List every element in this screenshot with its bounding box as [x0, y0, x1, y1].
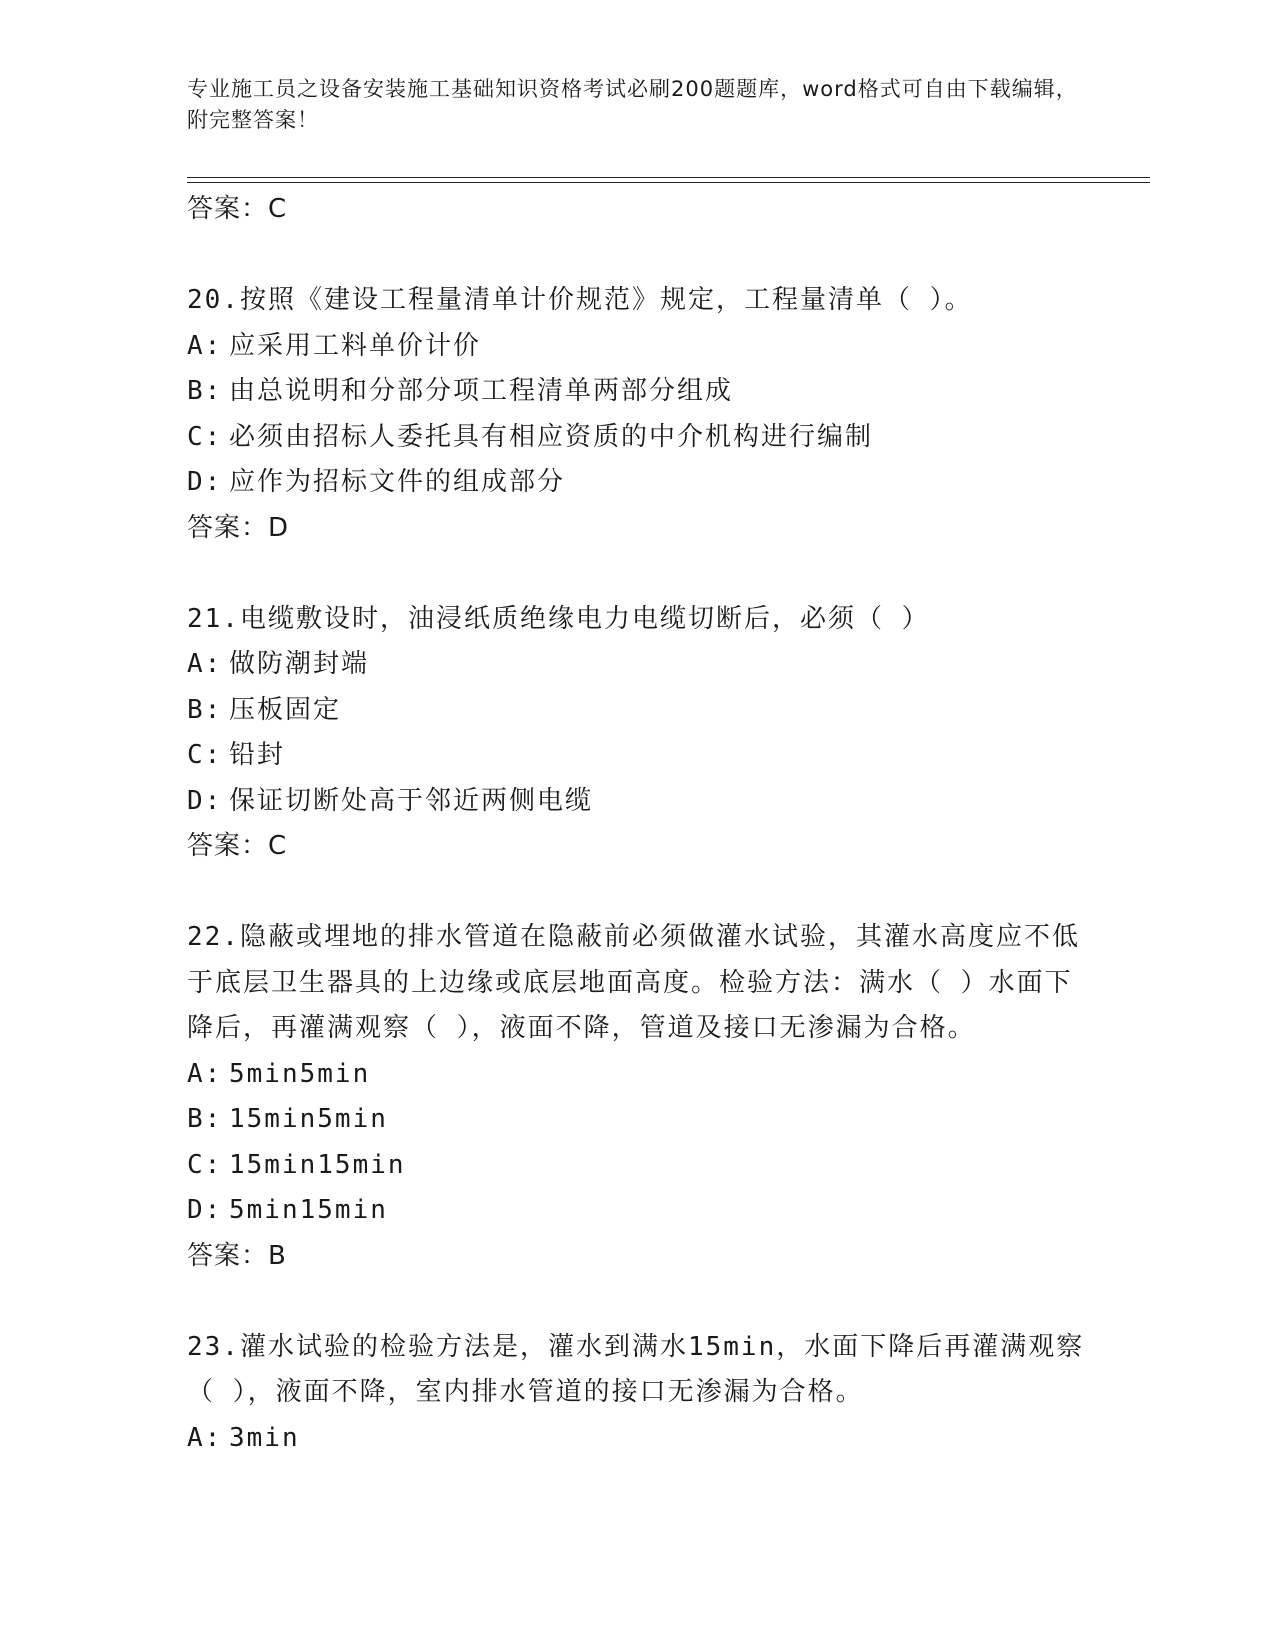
option-key: A: [187, 1422, 223, 1453]
option-text: 铅封 [229, 740, 286, 770]
question-stem: 20.按照《建设工程量清单计价规范》规定，工程量清单（ ）。 [187, 285, 973, 315]
option-d [187, 1188, 1087, 1234]
option-d [187, 460, 1087, 506]
answer-line: 答案：B [187, 1240, 287, 1271]
option-key: C: [187, 421, 223, 452]
option-text: 3min [229, 1422, 300, 1453]
option-key: B: [187, 694, 223, 725]
option-key: D: [187, 785, 223, 816]
option-key: A: [187, 649, 223, 679]
option-text: 5min15min [229, 1195, 388, 1225]
option-c [187, 733, 1087, 779]
option-a [187, 324, 1087, 370]
option-c [187, 1143, 1087, 1189]
option-text: 必须由招标人委托具有相应资质的中介机构进行编制 [229, 421, 874, 452]
option-b [187, 1097, 1087, 1143]
option-text: 由总说明和分部分项工程清单两部分组成 [229, 376, 734, 406]
option-a [187, 642, 1087, 688]
option-key: B: [187, 376, 223, 406]
option-b [187, 369, 1087, 415]
option-text: 压板固定 [229, 694, 342, 725]
option-a [187, 1052, 1087, 1098]
question-21 [187, 597, 1087, 870]
option-key: A: [187, 330, 223, 361]
option-key: C: [187, 740, 223, 770]
option-text: 应作为招标文件的组成部分 [229, 467, 566, 497]
question-20 [187, 278, 1087, 551]
header-rule-second [187, 182, 1150, 183]
option-c [187, 415, 1087, 461]
option-d [187, 779, 1087, 825]
option-text: 15min5min [229, 1104, 388, 1134]
header-rule [187, 177, 1150, 178]
option-key: D: [187, 467, 223, 497]
question-23 [187, 1325, 1087, 1462]
option-a [187, 1416, 1087, 1462]
question-stem: 22.隐蔽或埋地的排水管道在隐蔽前必须做灌水试验，其灌水高度应不低于底层卫生器具的上边缘或底层地面高度。检验方法：满水（ ）水面下降后，再灌满观察（ ），液面不降，管道及接口无渗漏为合格。 [187, 922, 1080, 1043]
answer-line: 答案：D [187, 512, 290, 543]
question-22 [187, 915, 1087, 1279]
option-key: A: [187, 1058, 223, 1089]
option-key: B: [187, 1104, 223, 1134]
answer-line: 答案：C [187, 194, 288, 224]
option-key: C: [187, 1149, 223, 1180]
option-text: 做防潮封端 [229, 649, 370, 679]
question-stem: 23.灌水试验的检验方法是，灌水到满水15min，水面下降后再灌满观察（ ），液面不降，室内排水管道的接口无渗漏为合格。 [187, 1331, 1085, 1407]
option-text: 应采用工料单价计价 [229, 330, 482, 361]
option-text: 5min5min [229, 1058, 371, 1089]
question-stem: 21.电缆敷设时，油浸纸质绝缘电力电缆切断后，必须（ ） [187, 603, 930, 634]
option-text: 保证切断处高于邻近两侧电缆 [229, 785, 594, 816]
option-b [187, 688, 1087, 734]
page-header: 专业施工员之设备安装施工基础知识资格考试必刷200题题库，word格式可自由下载编辑，附完整答案！ [187, 77, 1078, 132]
option-key: D: [187, 1195, 223, 1225]
answer-line: 答案：C [187, 831, 288, 861]
option-text: 15min15min [229, 1149, 406, 1180]
question-list [187, 187, 1087, 1461]
